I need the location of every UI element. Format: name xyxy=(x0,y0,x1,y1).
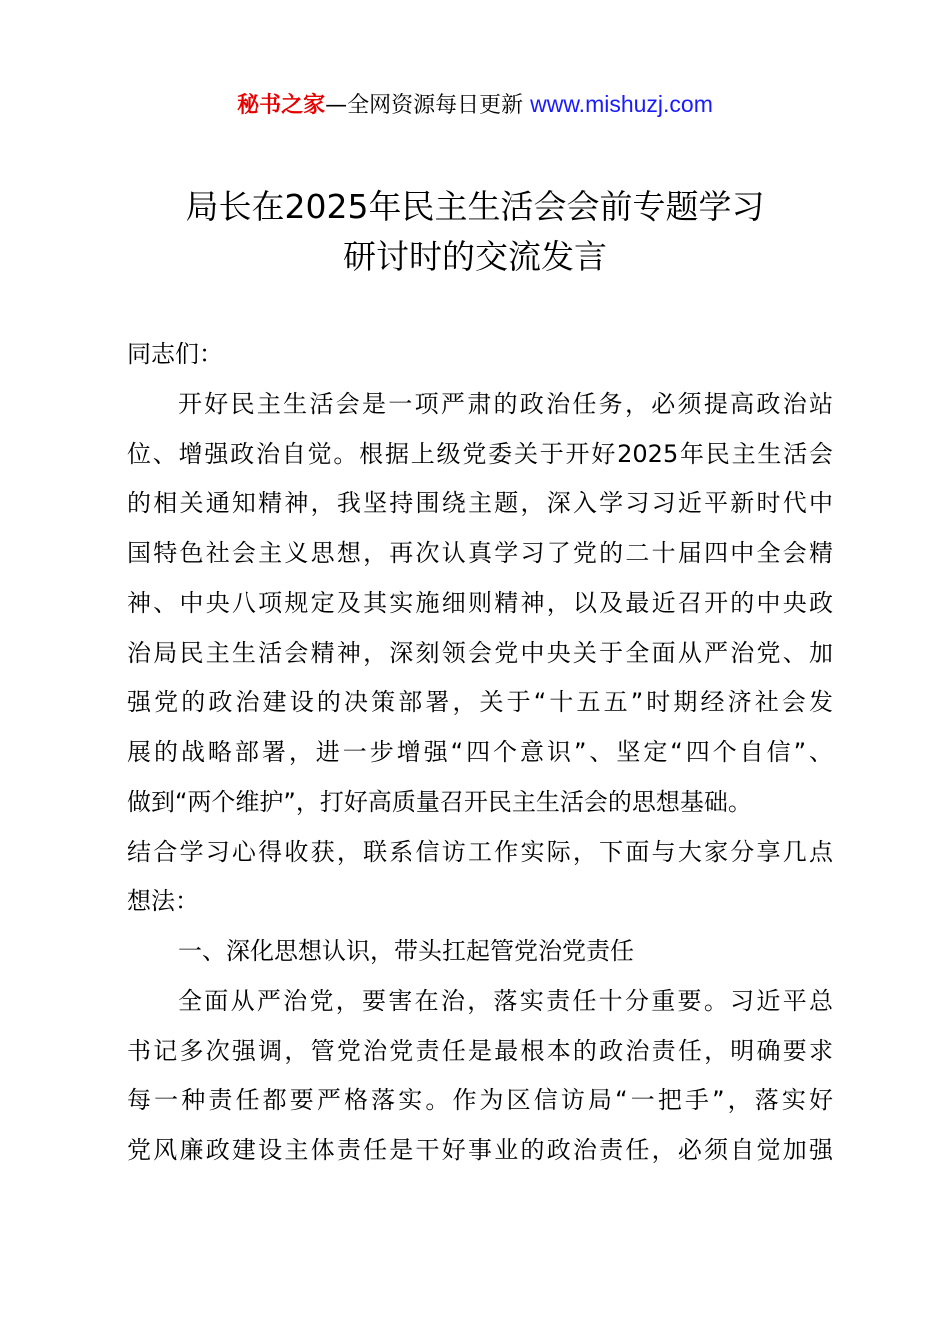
document-title xyxy=(0,182,950,282)
section-heading-1: 一、深化思想认识，带头扛起管党治党责任 xyxy=(178,937,634,965)
document-body xyxy=(127,330,833,1176)
text-line: 想法： xyxy=(127,887,199,916)
brand-name: 秘书之家 xyxy=(237,93,326,118)
text-line: 的相关通知精神，我坚持围绕主题，深入学习习近平新时代中 xyxy=(127,489,833,518)
text-line: 全面从严治党，要害在治，落实责任十分重要。习近平总 xyxy=(178,986,833,1015)
text-line: 国特色社会主义思想，再次认真学习了党的二十届四中全会精 xyxy=(127,539,833,567)
text-line: 书记多次强调，管党治党责任是最根本的政治责任，明确要求 xyxy=(127,1036,833,1065)
site-banner xyxy=(0,88,950,122)
salutation: 同志们： xyxy=(127,340,223,368)
text-line: 展的战略部署，进一步增强“四个意识”、坚定“四个自信”、 xyxy=(127,738,833,766)
paragraph-1 xyxy=(127,380,833,927)
text-line: 神、中央八项规定及其实施细则精神，以及最近召开的中央政 xyxy=(127,588,833,617)
banner-url-link[interactable]: www.mishuzj.com xyxy=(530,91,713,117)
text-line: 位、增强政治自觉。根据上级党委关于开好2025年民主生活会 xyxy=(127,439,833,468)
text-line: 做到“两个维护”，打好高质量召开民主生活会的思想基础。 xyxy=(127,787,752,816)
title-line-2: 研讨时的交流发言 xyxy=(343,237,607,276)
paragraph-2 xyxy=(127,977,833,1176)
title-line-1: 局长在2025年民主生活会会前专题学习 xyxy=(185,187,765,226)
text-line: 治局民主生活会精神，深刻领会党中央关于全面从严治党、加 xyxy=(127,638,833,667)
text-line: 开好民主生活会是一项严肃的政治任务，必须提高政治站 xyxy=(178,389,833,418)
banner-slogan: —全网资源每日更新 xyxy=(325,93,531,118)
text-line: 结合学习心得收获，联系信访工作实际，下面与大家分享几点 xyxy=(127,837,833,866)
text-line: 每一种责任都要严格落实。作为区信访局“一把手”，落实好 xyxy=(127,1086,833,1115)
text-line: 党风廉政建设主体责任是干好事业的政治责任，必须自觉加强 xyxy=(127,1136,833,1164)
text-line: 强党的政治建设的决策部署，关于“十五五”时期经济社会发 xyxy=(127,688,833,717)
